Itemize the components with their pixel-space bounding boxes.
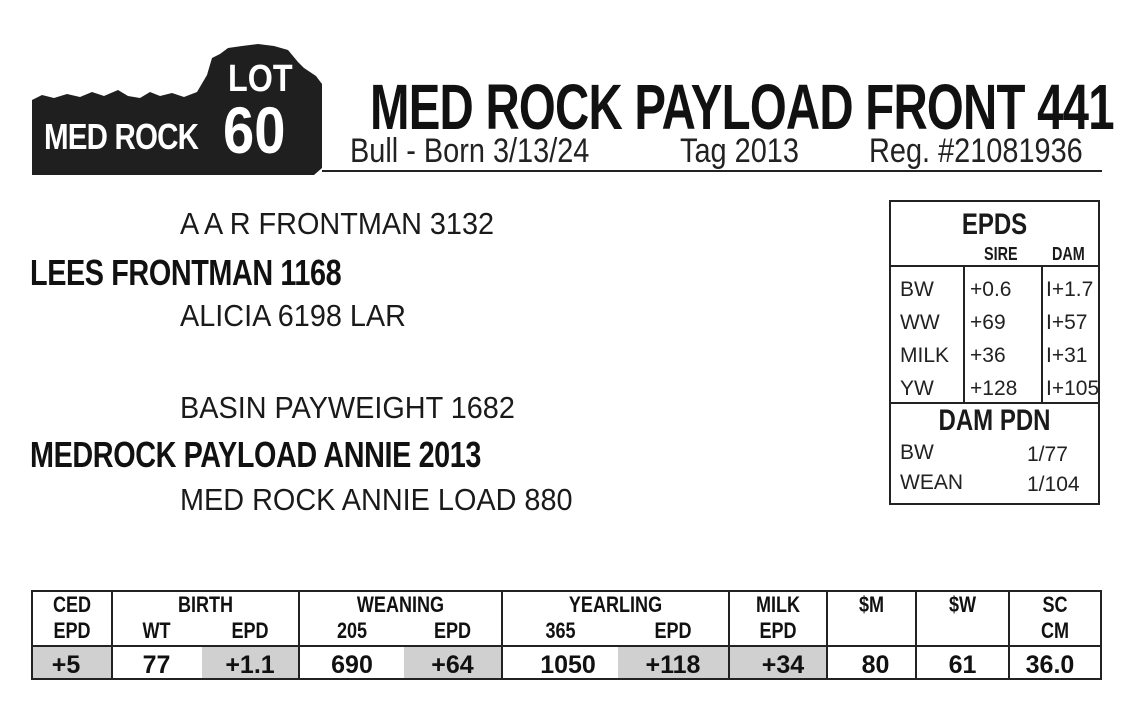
dam-pdn-value: 1/104 [1027, 473, 1080, 496]
pedigree-sire: LEES FRONTMAN 1168 [30, 252, 342, 293]
dam-pdn-label: WEAN [900, 471, 963, 494]
epds-trait: YW [900, 377, 934, 400]
value-m: 80 [861, 651, 890, 679]
dam-pdn-label: BW [900, 441, 934, 464]
epds-dam-value: I+57 [1046, 311, 1088, 334]
pedigree-dam-sire: BASIN PAYWEIGHT 1682 [180, 390, 515, 425]
header-milk: MILK [755, 592, 801, 617]
value-birth-wt: 77 [142, 651, 171, 679]
value-wean-205: 690 [331, 651, 373, 679]
subheader-year-365: 365 [545, 618, 576, 643]
lot-label: LOT [228, 58, 293, 100]
epds-trait: WW [900, 311, 940, 334]
pedigree-sire-sire: A A R FRONTMAN 3132 [180, 206, 495, 241]
value-wean-epd: +64 [431, 651, 474, 679]
value-ced-epd: +5 [51, 651, 81, 679]
subheader-wean-epd: EPD [433, 618, 472, 643]
epds-row [0, 344, 1148, 377]
value-w: 61 [948, 651, 977, 679]
epds-sire-value: +69 [970, 311, 1006, 334]
epds-dam-value: I+1.7 [1046, 278, 1094, 301]
lot-number: 60 [223, 93, 286, 167]
subheader-year-epd: EPD [654, 618, 692, 643]
value-year-365: 1050 [540, 651, 596, 679]
epds-title: EPDS [961, 208, 1028, 241]
value-sc-cm: 36.0 [1025, 651, 1075, 679]
epds-sire-header: SIRE [984, 244, 1018, 264]
epds-header-divider [891, 265, 1098, 267]
epds-row [0, 278, 1148, 311]
registration-number: Reg. #21081936 [869, 132, 1083, 170]
header-ced: CED [52, 592, 92, 617]
header-m: $M [858, 592, 885, 617]
animal-name: MED ROCK PAYLOAD FRONT 441 [370, 71, 1114, 143]
dam-pdn-title: DAM PDN [938, 404, 1051, 437]
epds-sire-value: +36 [970, 344, 1006, 367]
header-yearling: YEARLING [568, 592, 663, 617]
epds-row [0, 311, 1148, 344]
value-milk-epd: +34 [761, 651, 805, 679]
epds-sire-value: +128 [970, 377, 1018, 400]
epds-sire-value: +0.6 [970, 278, 1012, 301]
header-weaning: WEANING [356, 592, 445, 617]
pedigree-dam-dam: MED ROCK ANNIE LOAD 880 [180, 482, 573, 517]
value-birth-epd: +1.1 [225, 651, 275, 679]
epds-dam-header: DAM [1052, 244, 1085, 264]
sex-born-date: Bull - Born 3/13/24 [350, 132, 590, 170]
subheader-birth-epd: EPD [231, 618, 269, 643]
epds-dam-value: I+31 [1046, 344, 1088, 367]
subheader-birth-wt: WT [142, 618, 171, 643]
epds-trait: MILK [900, 344, 950, 367]
logo-brand-text: MED ROCK [44, 116, 199, 157]
subheader-sc-cm: CM [1040, 618, 1070, 643]
epds-trait: BW [900, 278, 934, 301]
pedigree-dam: MEDROCK PAYLOAD ANNIE 2013 [30, 434, 482, 475]
header-divider [322, 170, 1102, 172]
header-w: $W [948, 592, 977, 617]
pedigree-sire-dam: ALICIA 6198 LAR [180, 298, 406, 333]
tag-number: Tag 2013 [680, 132, 799, 170]
header-sc: SC [1042, 592, 1068, 617]
subheader-milk-epd: EPD [759, 618, 797, 643]
value-year-epd: +118 [645, 651, 701, 679]
dam-pdn-value: 1/77 [1027, 443, 1068, 466]
header-birth: BIRTH [177, 592, 234, 617]
epds-dam-value: I+105 [1046, 377, 1100, 400]
subheader-wean-205: 205 [336, 618, 368, 643]
subheader-ced-epd: EPD [53, 618, 91, 643]
performance-header-divider [31, 645, 1102, 647]
